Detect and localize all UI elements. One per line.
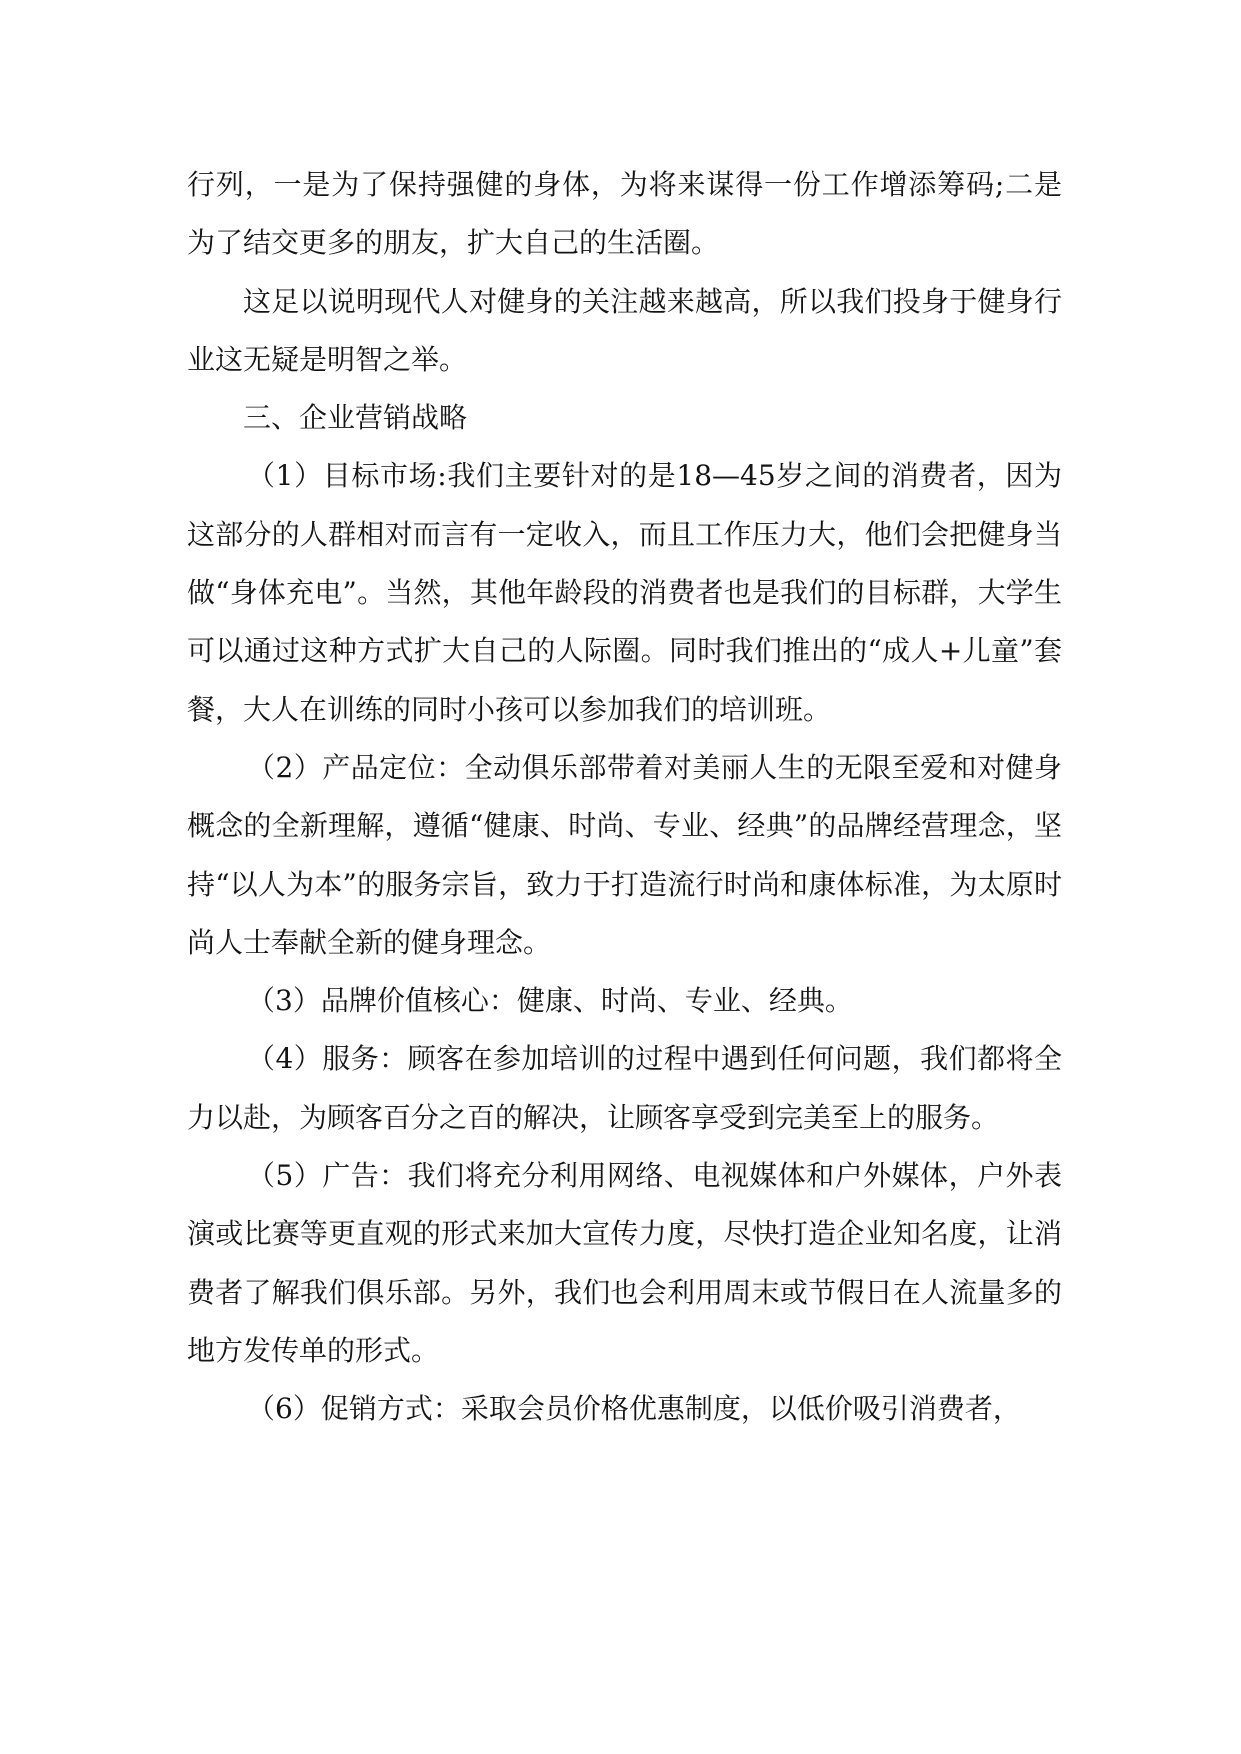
paragraph-conclusion: 这足以说明现代人对健身的关注越来越高，所以我们投身于健身行业这无疑是明智之举。 — [187, 284, 1062, 376]
paragraph-service: （4）服务：顾客在参加培训的过程中遇到任何问题，我们都将全力以赴，为顾客百分之百的解决，让顾客享受到完美至上的服务。 — [187, 1042, 1062, 1134]
paragraph-target-market: （1）目标市场:我们主要针对的是18—45岁之间的消费者，因为这部分的人群相对而言有一定收入，而且工作压力大，他们会把健身当做“身体充电”。当然，其他年龄段的消费者也是我们的目标群，大学生可以通过这种方式扩大自己的人际圈。同时我们推出的“成人+儿童”套餐，大人在训练的同时小孩可以参加我们的培训班。 — [187, 459, 1062, 726]
body-text — [187, 156, 1062, 1439]
paragraph-continuation: 行列，一是为了保持强健的身体，为将来谋得一份工作增添筹码;二是为了结交更多的朋友，扩大自己的生活圈。 — [187, 168, 1062, 260]
paragraph-brand-value: （3）品牌价值核心：健康、时尚、专业、经典。 — [247, 984, 853, 1018]
section-heading: 三、企业营销战略 — [243, 401, 468, 435]
paragraph-promotion: （6）促销方式：采取会员价格优惠制度，以低价吸引消费者， — [247, 1392, 1021, 1426]
paragraph-advertising: （5）广告：我们将充分利用网络、电视媒体和户外媒体，户外表演或比赛等更直观的形式来加大宣传力度，尽快打造企业知名度，让消费者了解我们俱乐部。另外，我们也会利用周末或节假日在人流量多的地方发传单的形式。 — [187, 1159, 1062, 1367]
paragraph-product-positioning: （2）产品定位：全动俱乐部带着对美丽人生的无限至爱和对健身概念的全新理解，遵循“健康、时尚、专业、经典”的品牌经营理念，坚持“以人为本”的服务宗旨，致力于打造流行时尚和康体标准，为太原时尚人士奉献全新的健身理念。 — [187, 750, 1062, 959]
